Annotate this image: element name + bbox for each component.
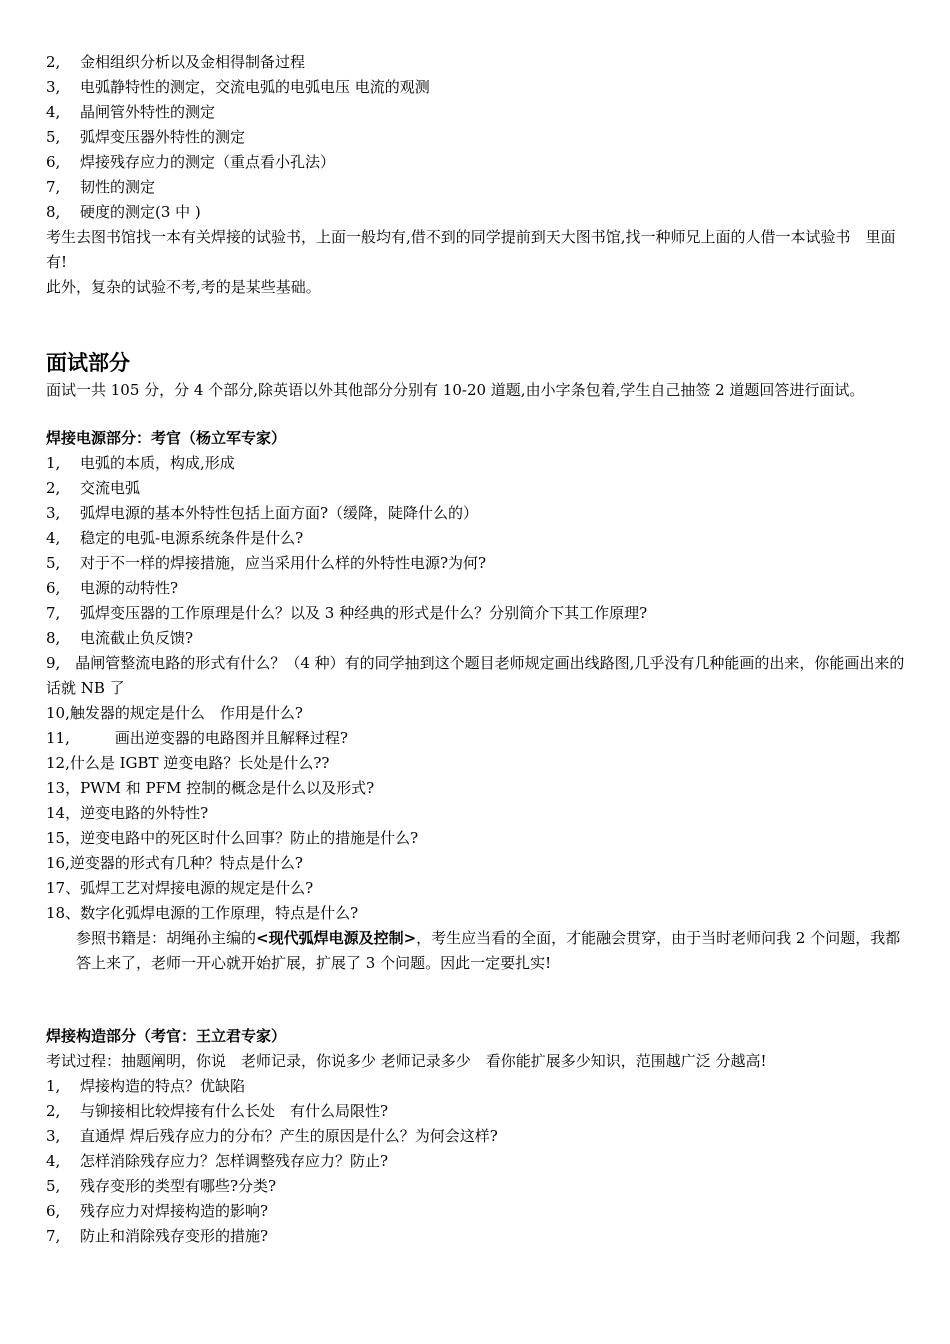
power-section-heading: 焊接电源部分：考官（杨立军专家）	[46, 429, 287, 447]
list-item: 8, 硬度的测定(3 中 )	[46, 203, 201, 221]
list-item: 8, 电流截止负反馈?	[46, 629, 194, 647]
interview-heading: 面试部分	[46, 350, 130, 375]
exam-process: 考试过程：抽题阐明，你说 老师记录，你说多少 老师记录多少 看你能扩展多少知识，范围越广泛 分越高!	[46, 1052, 767, 1070]
list-item: 6, 焊接残存应力的测定（重点看小孔法）	[46, 153, 336, 171]
list-item: 4, 怎样消除残存应力？怎样调整残存应力？防止?	[46, 1152, 389, 1170]
structure-section-heading: 焊接构造部分（考官：王立君专家）	[46, 1027, 287, 1045]
experiment-list	[46, 50, 906, 225]
list-item: 10,触发器的规定是什么 作用是什么?	[46, 704, 303, 722]
list-item: 6, 残存应力对焊接构造的影响?	[46, 1202, 269, 1220]
list-item: 2, 金相组织分析以及金相得制备过程	[46, 53, 306, 71]
list-item: 12,什么是 IGBT 逆变电路？长处是什么??	[46, 754, 330, 772]
list-item: 5, 残存变形的类型有哪些?分类?	[46, 1177, 277, 1195]
list-item: 7, 弧焊变压器的工作原理是什么？以及 3 种经典的形式是什么？分别简介下其工作原理?	[46, 604, 648, 622]
list-item: 1, 焊接构造的特点？优缺陷	[46, 1077, 246, 1095]
basics-note: 此外，复杂的试验不考,考的是某些基础。	[46, 278, 321, 296]
list-item: 7, 韧性的测定	[46, 178, 156, 196]
list-item: 3, 直通焊 焊后残存应力的分布？产生的原因是什么？为何会这样?	[46, 1127, 498, 1145]
list-item: 2, 与铆接相比较焊接有什么长处 有什么局限性?	[46, 1102, 389, 1120]
list-item: 13，PWM 和 PFM 控制的概念是什么以及形式?	[46, 779, 375, 797]
list-item: 2, 交流电弧	[46, 479, 141, 497]
list-item: 6, 电源的动特性?	[46, 579, 179, 597]
reference-note: 参照书籍是：胡绳孙主编的<现代弧焊电源及控制>，考生应当看的全面，才能融会贯穿，由于当时老师问我 2 个问题，我都答上来了，老师一开心就开始扩展，扩展了 3 个问题。因此一定要扎实!	[76, 929, 901, 972]
list-item: 9, 晶闸管整流电路的形式有什么？（4 种）有的同学抽到这个题目老师规定画出线路图,几乎没有几种能画的出来，你能画出来的话就 NB 了	[46, 654, 905, 697]
list-item: 16,逆变器的形式有几种？特点是什么?	[46, 854, 303, 872]
reference-book-title: <现代弧焊电源及控制>	[256, 929, 417, 947]
power-question-list	[46, 451, 906, 926]
list-item: 5, 对于不一样的焊接措施，应当采用什么样的外特性电源?为何?	[46, 554, 487, 572]
list-item: 11, 画出逆变器的电路图并且解释过程?	[46, 729, 348, 747]
interview-intro: 面试一共 105 分，分 4 个部分,除英语以外其他部分分别有 10-20 道题,由小字条包着,学生自己抽签 2 道题回答进行面试。	[46, 381, 865, 399]
list-item: 3, 弧焊电源的基本外特性包括上面方面?（缓降，陡降什么的）	[46, 504, 479, 522]
structure-question-list	[46, 1074, 906, 1249]
list-item: 14，逆变电路的外特性?	[46, 804, 209, 822]
list-item: 17、弧焊工艺对焊接电源的规定是什么?	[46, 879, 314, 897]
list-item: 15，逆变电路中的死区时什么回事？防止的措施是什么?	[46, 829, 419, 847]
document-page	[46, 50, 906, 1249]
list-item: 4, 晶闸管外特性的测定	[46, 103, 216, 121]
list-item: 7, 防止和消除残存变形的措施?	[46, 1227, 269, 1245]
list-item: 4, 稳定的电弧-电源系统条件是什么?	[46, 529, 304, 547]
list-item: 18、数字化弧焊电源的工作原理，特点是什么?	[46, 904, 359, 922]
list-item: 3, 电弧静特性的测定，交流电弧的电弧电压 电流的观测	[46, 78, 430, 96]
list-item: 1, 电弧的本质，构成,形成	[46, 454, 235, 472]
list-item: 5, 弧焊变压器外特性的测定	[46, 128, 246, 146]
library-note: 考生去图书馆找一本有关焊接的试验书，上面一般均有,借不到的同学提前到天大图书馆,找一种师兄上面的人借一本试验书 里面有!	[46, 228, 896, 271]
